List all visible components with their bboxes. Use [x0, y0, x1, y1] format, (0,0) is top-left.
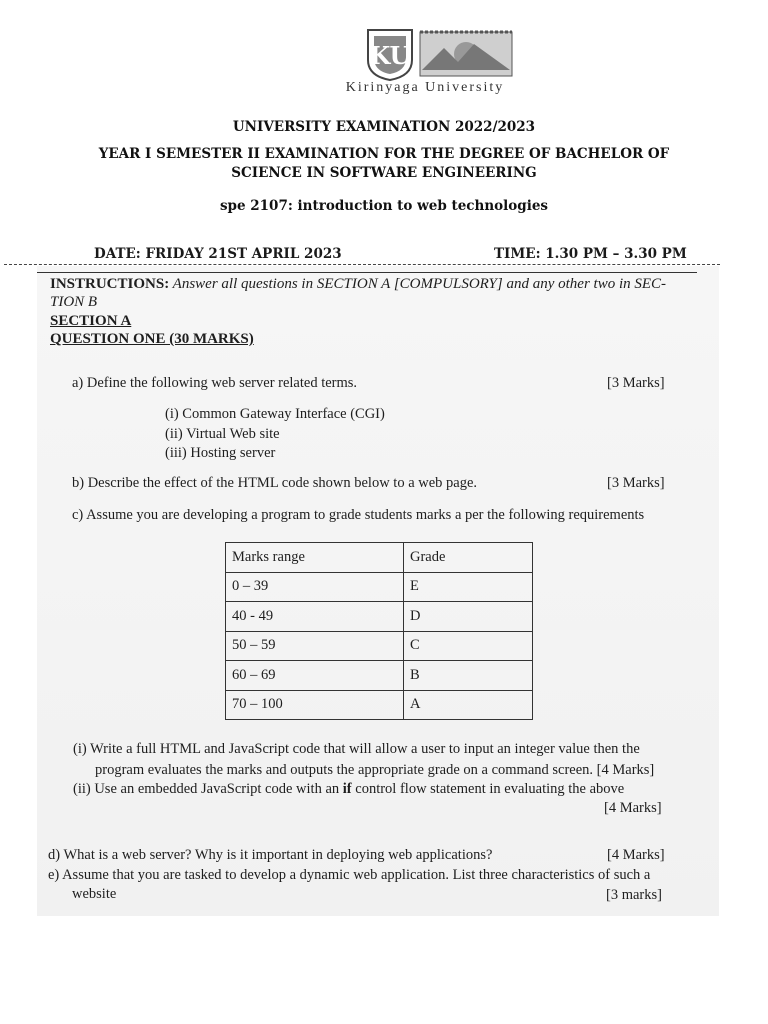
- question-a: a) Define the following web server related terms.: [72, 375, 358, 391]
- table-cell: 50 – 59: [226, 631, 404, 661]
- question-heading: QUESTION ONE (30 MARKS): [50, 331, 254, 347]
- divider: [37, 272, 697, 273]
- instructions-label: INSTRUCTIONS:: [50, 276, 170, 292]
- table-cell: 60 – 69: [226, 661, 404, 691]
- exam-title: UNIVERSITY EXAMINATION 2022/2023: [232, 119, 536, 135]
- question-c-part-ii: [73, 781, 624, 798]
- table-row: [226, 572, 533, 602]
- instructions-text: Answer all questions in SECTION A [COMPULSORY] and any other two in SEC-: [169, 276, 667, 292]
- question-b-marks: [3 Marks]: [607, 475, 665, 491]
- question-a-marks: [3 Marks]: [607, 375, 665, 391]
- date-time-line: [4, 246, 720, 265]
- table-cell: 70 – 100: [226, 690, 404, 720]
- table-cell: D: [404, 602, 533, 632]
- course-title: spe 2107: introduction to web technologies: [219, 198, 549, 214]
- part-ii-text-end: control flow statement in evaluating the above: [351, 781, 625, 797]
- table-cell: E: [404, 572, 533, 602]
- university-name: Kirinyaga University: [345, 80, 505, 95]
- svg-text:KU: KU: [369, 41, 411, 70]
- table-cell: 40 - 49: [226, 602, 404, 632]
- question-c-part-ii-marks: [4 Marks]: [604, 800, 662, 816]
- grades-table: [225, 542, 533, 720]
- part-ii-text: (ii) Use an embedded JavaScript code with an: [73, 781, 343, 797]
- table-row: [226, 602, 533, 632]
- question-d: d) What is a web server? Why is it important in deploying web applications?: [48, 847, 493, 863]
- exam-date: DATE: FRIDAY 21ST APRIL 2023: [94, 246, 342, 262]
- table-row: [226, 631, 533, 661]
- question-e: e) Assume that you are tasked to develop a dynamic web application. List three characteristics of such a: [48, 867, 651, 883]
- question-e-cont: website: [72, 886, 117, 902]
- question-a-item-2: (ii) Virtual Web site: [165, 426, 280, 442]
- question-c: c) Assume you are developing a program to grade students marks a per the following requirements: [72, 507, 645, 523]
- instructions-line-2: TION B: [50, 294, 98, 310]
- part-ii-keyword: if: [342, 781, 352, 797]
- question-e-marks: [3 marks]: [606, 887, 662, 903]
- exam-time: TIME: 1.30 PM – 3.30 PM: [494, 246, 687, 262]
- question-b: b) Describe the effect of the HTML code shown below to a web page.: [72, 475, 478, 491]
- table-header-row: [226, 543, 533, 573]
- table-cell: A: [404, 690, 533, 720]
- degree-line-1: YEAR I SEMESTER II EXAMINATION FOR THE DEGREE OF BACHELOR OF: [98, 146, 670, 162]
- table-cell: B: [404, 661, 533, 691]
- instructions-line-1: [50, 276, 666, 293]
- question-a-item-3: (iii) Hosting server: [165, 445, 276, 461]
- question-d-marks: [4 Marks]: [607, 847, 665, 863]
- table-cell: 0 – 39: [226, 572, 404, 602]
- question-c-part-i-cont: program evaluates the marks and outputs the appropriate grade on a command screen. [4 Marks]: [95, 762, 655, 778]
- table-header: Grade: [404, 543, 533, 573]
- table-cell: C: [404, 631, 533, 661]
- table-row: [226, 690, 533, 720]
- degree-line-2: SCIENCE IN SOFTWARE ENGINEERING: [231, 165, 537, 181]
- table-row: [226, 661, 533, 691]
- university-logo-icon: [354, 24, 514, 82]
- question-c-part-i: (i) Write a full HTML and JavaScript code that will allow a user to input an integer value then the: [73, 741, 640, 757]
- table-header: Marks range: [226, 543, 404, 573]
- question-a-item-1: (i) Common Gateway Interface (CGI): [165, 406, 385, 422]
- section-heading: SECTION A: [50, 313, 132, 329]
